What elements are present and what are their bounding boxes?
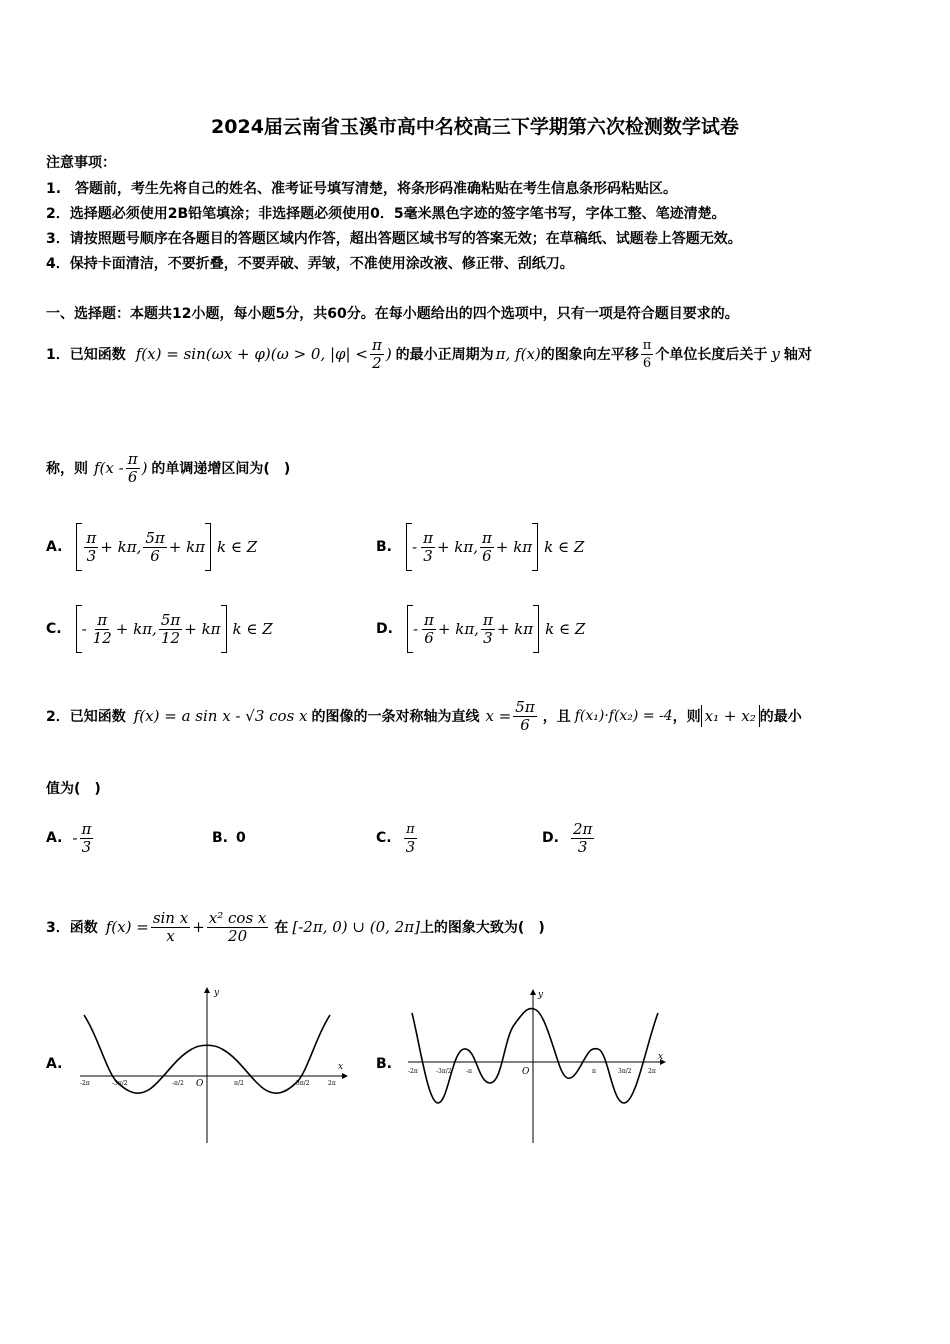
tick-label: -2π [408,1068,418,1075]
frac-num: π [482,528,492,547]
q1-option-b[interactable] [376,522,584,572]
q1-frac-num: π [371,335,382,354]
q1-shift-num: π [642,337,652,353]
q1-number: 1．已知函数 [46,347,126,363]
frac-num: π [482,610,493,629]
q3-frac2-den: 20 [228,926,248,945]
origin-label: O [522,1067,530,1077]
section-heading: 一、选择题：本题共12小题，每小题5分，共60分。在每小题给出的四个选项中，只有一项是符合题目要求的。 [46,306,739,322]
x-axis-label: x [658,1052,664,1062]
option-label: A. [46,539,63,555]
y-axis-arrow [204,987,210,993]
q3-domain: [-2π, 0) ∪ (0, 2π] [292,918,420,936]
question-1-line1: 1．已知函数 f(x) = sin(ωx + φ)(ω > 0, |φ| < $\frac{\pi}{2}$ ) 的最小正周期为 π, f(x) 的图象向左平移 $\frac{\pi}{6}$ 个单位长度后关于 y 轴对 [46,335,812,372]
q1-fshift-den: 6 [127,467,138,486]
q2-option-a[interactable] [46,814,95,862]
option-tail: k ∈ Z [545,620,586,638]
q1-frac-den: 2 [372,353,382,372]
tick-label: -π/2 [172,1080,184,1087]
q2-xeq: x = [485,707,512,725]
frac-den: 3 [81,837,92,856]
frac-den: 3 [483,628,493,647]
option-label: D. [542,830,559,846]
option-tail: k ∈ Z [232,620,273,638]
frac-den: 3 [423,546,433,565]
q2-abs: x₁ + x₂ [701,705,760,727]
option-pre: - [412,538,418,556]
page-title: 2024届云南省玉溪市高中名校高三下学期第六次检测数学试卷 [211,116,739,138]
tick-label: π [592,1068,596,1075]
y-axis-label: y [538,990,544,1000]
frac-num: π [406,821,415,837]
option-label: B. [212,830,228,846]
tick-label: 3π/2 [296,1080,310,1087]
question-2-line1 [46,692,802,740]
option-label: A. [46,830,63,846]
frac-den: 6 [482,546,492,565]
q3-option-b-label[interactable]: B. [376,1056,392,1072]
q3-option-b-graph[interactable] [404,985,668,1147]
option-mid: + kπ, [436,538,478,556]
option-mid: + kπ, [437,620,479,638]
option-label: C. [376,830,392,846]
option-end: + kπ [495,538,533,556]
q1-option-a[interactable] [46,522,257,572]
frac-den: 12 [92,628,112,647]
q1-function: f(x) = sin(ωx + φ)(ω > 0, |φ| < [135,345,368,363]
q3-option-a-graph[interactable] [76,985,348,1147]
notice-heading: 注意事项： [46,155,116,171]
q3-fx: f(x) = [105,918,149,936]
q1-line2a: 称，则 [46,461,88,477]
option-tail: k ∈ Z [217,538,258,556]
frac-num: 5π [145,528,165,547]
q2-text2: ，且 [542,709,571,725]
tick-label: -π [466,1068,472,1075]
graph-curve [412,1009,658,1103]
q3-number: 3．函数 [46,920,98,936]
frac-den: 6 [424,628,434,647]
q1-text3: 个单位长度后关于 [655,347,768,363]
frac-num: π [424,610,434,629]
origin-label: O [196,1079,204,1089]
q1-text1: 的最小正周期为 [395,347,494,363]
q3-plus: + [192,918,205,936]
tick-label: 3π/2 [618,1068,632,1075]
option-end: + kπ [184,620,221,638]
q3-option-a-label[interactable]: A. [46,1056,63,1072]
frac-num: π [86,528,97,547]
tick-label: -3π/2 [112,1080,128,1087]
notice-item: 1. 答题前，考生先将自己的姓名、准考证号填写清楚，将条形码准确粘贴在考生信息条形码粘贴区。 [46,181,678,197]
q3-text2: 上的图象大致为( ) [419,920,545,936]
frac-den: 3 [86,546,97,565]
q2-function: f(x) = a sin x - √3 cos x [133,707,308,725]
option-pre: - [72,829,78,847]
q3-frac1-num: sin x [152,908,189,927]
q2-text1: 的图像的一条对称轴为直线 [311,709,480,725]
q1-option-d[interactable] [376,604,585,654]
option-pre: - [81,620,87,638]
option-label: D. [376,621,393,637]
frac-den: 6 [150,546,160,565]
frac-num: 2π [572,819,593,838]
q2-option-b[interactable] [212,814,246,862]
q2-line2: 值为( ) [46,781,101,797]
q2-frac-num: 5π [515,697,535,716]
option-end: + kπ [496,620,534,638]
frac-den: 3 [577,837,588,856]
q1-fshift: f(x - [94,459,124,477]
option-mid: + kπ, [115,620,157,638]
q1-line2b: 的单调递增区间为( ) [151,461,291,477]
tick-label: -3π/2 [436,1068,452,1075]
notice-item: 2．选择题必须使用2B铅笔填涂；非选择题必须使用0．5毫米黑色字迹的签字笔书写，字体工整、笔迹清楚。 [46,206,726,222]
q1-y: y [771,345,780,363]
q2-product: f(x₁)·f(x₂) = -4 [574,708,673,724]
q2-option-c[interactable] [376,814,419,862]
notice-item: 3．请按照题号顺序在各题目的答题区域内作答，超出答题区域书写的答案无效；在草稿纸、试题卷上答题无效。 [46,231,742,247]
option-tail: k ∈ Z [544,538,585,556]
q1-fshift-num: π [127,449,138,468]
q3-text1: 在 [274,920,289,936]
frac-num: π [81,819,92,838]
q1-text4: 轴对 [783,347,812,363]
tick-label: π/2 [234,1080,244,1087]
frac-num: π [97,610,108,629]
x-axis-label: x [338,1062,344,1072]
q1-option-c[interactable] [46,604,273,654]
q2-option-d[interactable] [542,814,596,862]
q1-shift-den: 6 [642,355,652,371]
option-pre: - [412,620,419,638]
option-value: 0 [236,830,246,846]
frac-num: 5π [160,610,181,629]
option-end: + kπ [168,538,206,556]
question-1-line2: 称，则 f(x - $\frac{\pi}{6}$ ) 的单调递增区间为( ) [46,449,291,486]
y-axis-label: y [214,988,220,998]
y-axis-arrow [530,989,536,995]
option-label: B. [376,539,392,555]
question-3 [46,902,545,952]
q2-text4: 的最小 [759,709,802,725]
q1-period: π, f(x) [495,345,541,363]
notice-item: 4．保持卡面清洁，不要折叠，不要弄破、弄皱，不准使用涂改液、修正带、刮纸刀。 [46,256,574,272]
frac-den: 3 [405,837,416,856]
q1-text2: 的图象向左平移 [540,347,639,363]
q3-frac2-num: x² cos x [208,908,267,927]
q2-number: 2．已知函数 [46,709,126,725]
tick-label: 2π [648,1068,656,1075]
q2-frac-den: 6 [520,715,530,734]
frac-den: 12 [160,628,181,647]
tick-label: 2π [328,1080,336,1087]
q3-frac1-den: x [166,926,175,945]
tick-label: -2π [80,1080,90,1087]
x-axis-arrow [342,1073,348,1079]
q2-text3: ，则 [672,709,701,725]
frac-num: π [423,528,433,547]
option-label: C. [46,621,62,637]
option-mid: + kπ, [100,538,142,556]
